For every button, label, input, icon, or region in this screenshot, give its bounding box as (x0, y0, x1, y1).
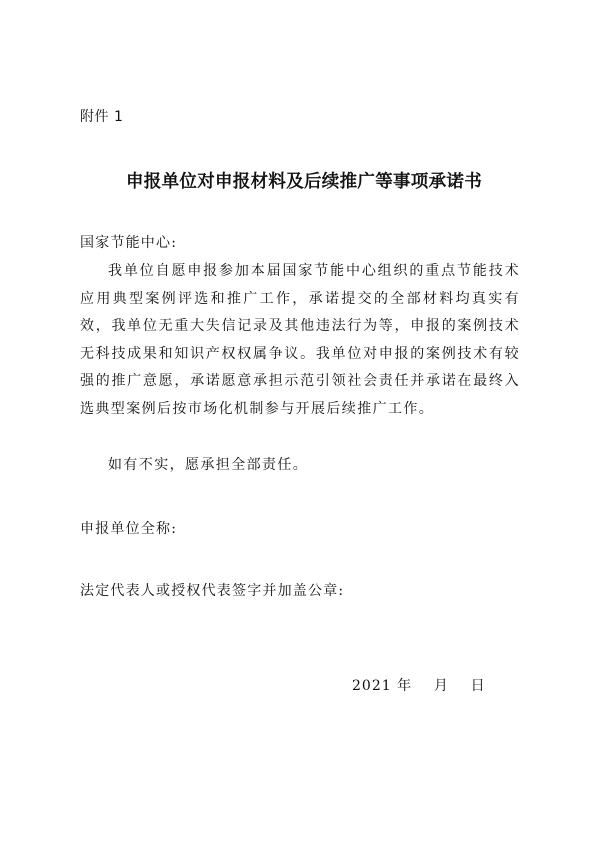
signature-seal-label: 法定代表人或授权代表签字并加盖公章: (80, 583, 345, 599)
document-title: 申报单位对申报材料及后续推广等事项承诺书 (126, 172, 482, 192)
responsibility-paragraph: 如有不实，愿承担全部责任。 (108, 457, 309, 473)
addressee: 国家节能中心: (80, 235, 178, 251)
commitment-paragraph: 我单位自愿申报参加本届国家节能中心组织的重点节能技术应用典型案例评选和推广工作，承诺提交的全部材料均真实有效，我单位无重大失信记录及其他违法行为等，申报的案例技术无科技成果和知识产权权属争议。我单位对申报的案例技术有较强的推广意愿，承诺愿意承担示范引领社会责任并承诺在最终入选典型案例后按市场化机制参与开展后续推广工作。 (80, 263, 520, 417)
date-line: 2021 年 月 日 (352, 678, 486, 694)
attachment-label: 附件 1 (80, 109, 124, 125)
applicant-name-field-label: 申报单位全称: (80, 521, 178, 537)
